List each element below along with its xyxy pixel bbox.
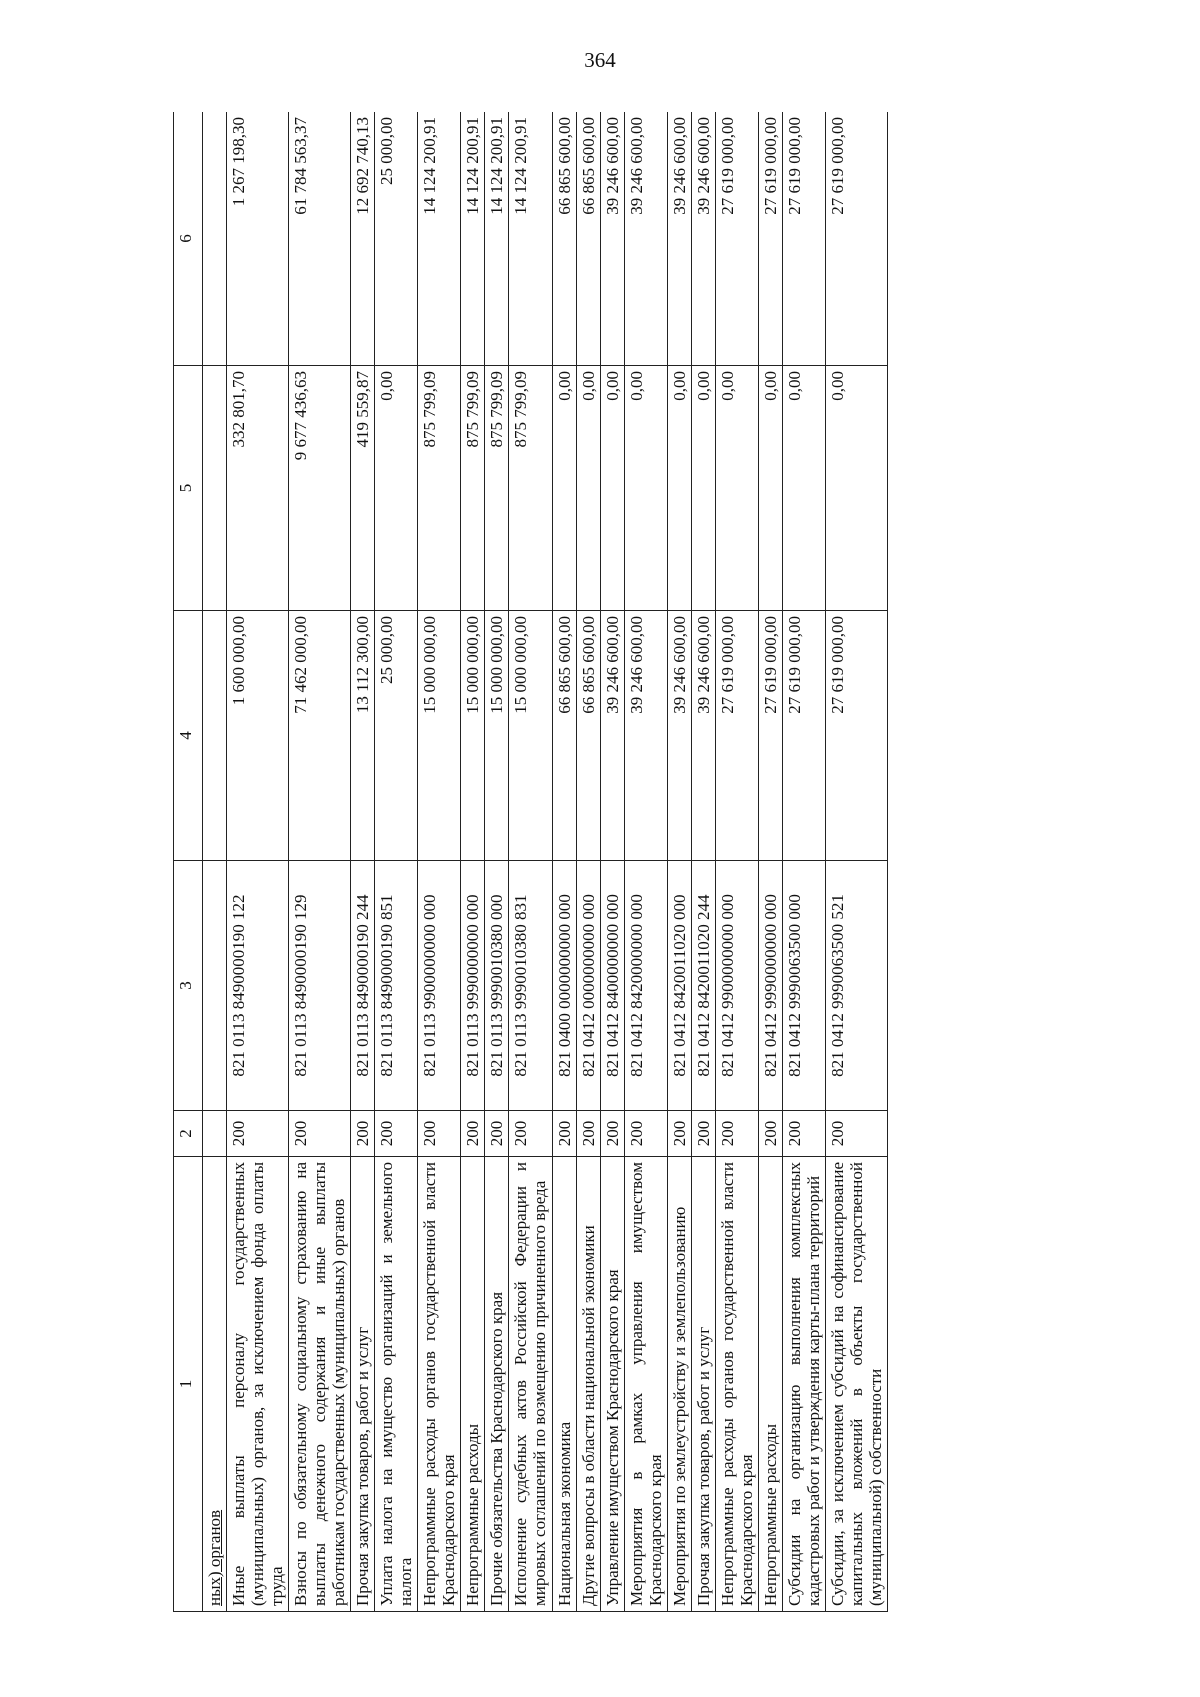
row-code: 200 (600, 1111, 624, 1157)
row-column-4: 66 865 600,00 (576, 611, 600, 861)
row-column-5: 419 559,87 (351, 366, 375, 611)
row-column-6: 14 124 200,91 (461, 112, 485, 366)
row-column-4: 39 246 600,00 (600, 611, 624, 861)
table-row (782, 112, 825, 1612)
row-column-4: 15 000 000,00 (485, 611, 509, 861)
page-number: 364 (584, 48, 616, 72)
row-name: Прочая закупка товаров, работ и услуг (351, 1157, 375, 1612)
row-column-6: 61 784 563,37 (289, 112, 351, 366)
row-column-4: 27 619 000,00 (782, 611, 825, 861)
row-name: Непрограммные расходы органов государственной власти Краснодарского края (715, 1157, 758, 1612)
row-column-6: 39 246 600,00 (691, 112, 715, 366)
row-column-4: 71 462 000,00 (289, 611, 351, 861)
row-code: 200 (351, 1111, 375, 1157)
table-body (203, 112, 888, 1612)
table-row (552, 112, 576, 1612)
row-column-5: 0,00 (667, 366, 691, 611)
table-row (667, 112, 691, 1612)
row-column-5: 0,00 (691, 366, 715, 611)
row-column-5: 0,00 (758, 366, 782, 611)
row-kbk: 821 0412 8420011020 000 (667, 861, 691, 1111)
table-row (418, 112, 461, 1612)
row-kbk: 821 0412 9990063500 521 (825, 861, 887, 1111)
row-kbk: 821 0412 9900000000 000 (715, 861, 758, 1111)
row-code: 200 (782, 1111, 825, 1157)
table-row (351, 112, 375, 1612)
row-kbk: 821 0412 9990063500 000 (782, 861, 825, 1111)
row-code: 200 (485, 1111, 509, 1157)
row-column-5: 875 799,09 (485, 366, 509, 611)
row-column-5: 875 799,09 (418, 366, 461, 611)
table-row (461, 112, 485, 1612)
row-name: Уплата налога на имущество организаций и земельного налога (375, 1157, 418, 1612)
row-column-5: 0,00 (576, 366, 600, 611)
row-column-4: 15 000 000,00 (509, 611, 552, 861)
row-column-4: 39 246 600,00 (667, 611, 691, 861)
row-name: Исполнение судебных актов Российской Федерации и мировых соглашений по возмещению причиненного вреда (509, 1157, 552, 1612)
row-column-6: 14 124 200,91 (509, 112, 552, 366)
row-kbk: 821 0113 8490000190 129 (289, 861, 351, 1111)
column-header: 6 (174, 112, 203, 366)
row-code: 200 (418, 1111, 461, 1157)
row-code: 200 (691, 1111, 715, 1157)
row-column-6: 27 619 000,00 (825, 112, 887, 366)
row-column-6: 14 124 200,91 (418, 112, 461, 366)
row-kbk: 821 0400 0000000000 000 (552, 861, 576, 1111)
row-column-4: 27 619 000,00 (825, 611, 887, 861)
table-row (375, 112, 418, 1612)
table-row (600, 112, 624, 1612)
row-column-4: 15 000 000,00 (418, 611, 461, 861)
row-column-6: 39 246 600,00 (624, 112, 667, 366)
column-header: 4 (174, 611, 203, 861)
row-column-4: 27 619 000,00 (758, 611, 782, 861)
row-code: 200 (375, 1111, 418, 1157)
table-row (825, 112, 887, 1612)
row-kbk: 821 0113 9990010380 000 (485, 861, 509, 1111)
row-column-5: 0,00 (375, 366, 418, 611)
row-name: Прочие обязательства Краснодарского края (485, 1157, 509, 1612)
row-kbk: 821 0412 9990000000 000 (758, 861, 782, 1111)
column-header: 3 (174, 861, 203, 1111)
table-row (691, 112, 715, 1612)
table-row (758, 112, 782, 1612)
row-name: Управление имуществом Краснодарского края (600, 1157, 624, 1612)
row-column-6: 14 124 200,91 (485, 112, 509, 366)
row-column-6: 66 865 600,00 (576, 112, 600, 366)
row-column-5: 0,00 (552, 366, 576, 611)
header-row (174, 112, 203, 1612)
row-column-6: 27 619 000,00 (715, 112, 758, 366)
row-column-4: 27 619 000,00 (715, 611, 758, 861)
row-column-5: 0,00 (600, 366, 624, 611)
row-code: 200 (715, 1111, 758, 1157)
table-row (715, 112, 758, 1612)
table-row (576, 112, 600, 1612)
row-column-6: 66 865 600,00 (552, 112, 576, 366)
row-name: Иные выплаты персоналу государственных (муниципальных) органов, за исключением фонда оплаты труда (227, 1157, 289, 1612)
rotated-table-container (173, 112, 1093, 1612)
row-column-6: 39 246 600,00 (600, 112, 624, 366)
row-column-5: 9 677 436,63 (289, 366, 351, 611)
table-row (624, 112, 667, 1612)
row-column-6: 25 000,00 (375, 112, 418, 366)
row-column-5: 875 799,09 (461, 366, 485, 611)
row-column-5: 0,00 (624, 366, 667, 611)
row-column-5: 0,00 (715, 366, 758, 611)
row-code: 200 (289, 1111, 351, 1157)
row-code: 200 (227, 1111, 289, 1157)
row-name: Непрограммные расходы (758, 1157, 782, 1612)
row-column-6: 1 267 198,30 (227, 112, 289, 366)
row-code: 200 (758, 1111, 782, 1157)
row-column-6: 27 619 000,00 (758, 112, 782, 366)
row-column-6: 27 619 000,00 (782, 112, 825, 366)
row-column-4: 39 246 600,00 (691, 611, 715, 861)
row-code: 200 (667, 1111, 691, 1157)
column-header: 1 (174, 1157, 203, 1612)
row-name: Мероприятия по землеустройству и землепользованию (667, 1157, 691, 1612)
row-column-5: 0,00 (782, 366, 825, 611)
continuation-text: ных) органов (203, 1157, 227, 1612)
row-code: 200 (624, 1111, 667, 1157)
row-kbk: 821 0412 8420011020 244 (691, 861, 715, 1111)
row-kbk: 821 0113 9990010380 831 (509, 861, 552, 1111)
row-name: Субсидии, за исключением субсидий на софинансирование капитальных вложений в объекты государственной (муниципальной) собственности (825, 1157, 887, 1612)
row-kbk: 821 0412 8400000000 000 (600, 861, 624, 1111)
row-kbk: 821 0113 8490000190 122 (227, 861, 289, 1111)
row-name: Мероприятия в рамках управления имуществом Краснодарского края (624, 1157, 667, 1612)
column-header: 5 (174, 366, 203, 611)
row-code: 200 (576, 1111, 600, 1157)
row-column-4: 1 600 000,00 (227, 611, 289, 861)
rotated-page-content (173, 112, 1093, 1612)
row-kbk: 821 0412 0000000000 000 (576, 861, 600, 1111)
row-code: 200 (509, 1111, 552, 1157)
table-row (227, 112, 289, 1612)
continuation-row (203, 112, 227, 1612)
row-kbk: 821 0113 9900000000 000 (418, 861, 461, 1111)
row-column-6: 12 692 740,13 (351, 112, 375, 366)
row-kbk: 821 0113 8490000190 851 (375, 861, 418, 1111)
row-name: Взносы по обязательному социальному страхованию на выплаты денежного содержания и иные выплаты работникам государственных (муниципальных) органов (289, 1157, 351, 1612)
row-name: Непрограммные расходы органов государственной власти Краснодарского края (418, 1157, 461, 1612)
budget-table (173, 112, 888, 1612)
row-column-5: 0,00 (825, 366, 887, 611)
row-code: 200 (461, 1111, 485, 1157)
table-row (485, 112, 509, 1612)
row-column-5: 332 801,70 (227, 366, 289, 611)
column-header: 2 (174, 1111, 203, 1157)
table-row (289, 112, 351, 1612)
row-kbk: 821 0113 9990000000 000 (461, 861, 485, 1111)
row-column-6: 39 246 600,00 (667, 112, 691, 366)
row-column-5: 875 799,09 (509, 366, 552, 611)
row-kbk: 821 0113 8490000190 244 (351, 861, 375, 1111)
row-kbk: 821 0412 8420000000 000 (624, 861, 667, 1111)
row-name: Непрограммные расходы (461, 1157, 485, 1612)
row-column-4: 13 112 300,00 (351, 611, 375, 861)
row-name: Национальная экономика (552, 1157, 576, 1612)
row-name: Другие вопросы в области национальной экономики (576, 1157, 600, 1612)
row-code: 200 (552, 1111, 576, 1157)
row-column-4: 66 865 600,00 (552, 611, 576, 861)
row-column-4: 39 246 600,00 (624, 611, 667, 861)
table-row (509, 112, 552, 1612)
row-name: Прочая закупка товаров, работ и услуг (691, 1157, 715, 1612)
row-code: 200 (825, 1111, 887, 1157)
row-column-4: 25 000,00 (375, 611, 418, 861)
row-name: Субсидии на организацию выполнения комплексных кадастровых работ и утверждения карты-плана территорий (782, 1157, 825, 1612)
row-column-4: 15 000 000,00 (461, 611, 485, 861)
